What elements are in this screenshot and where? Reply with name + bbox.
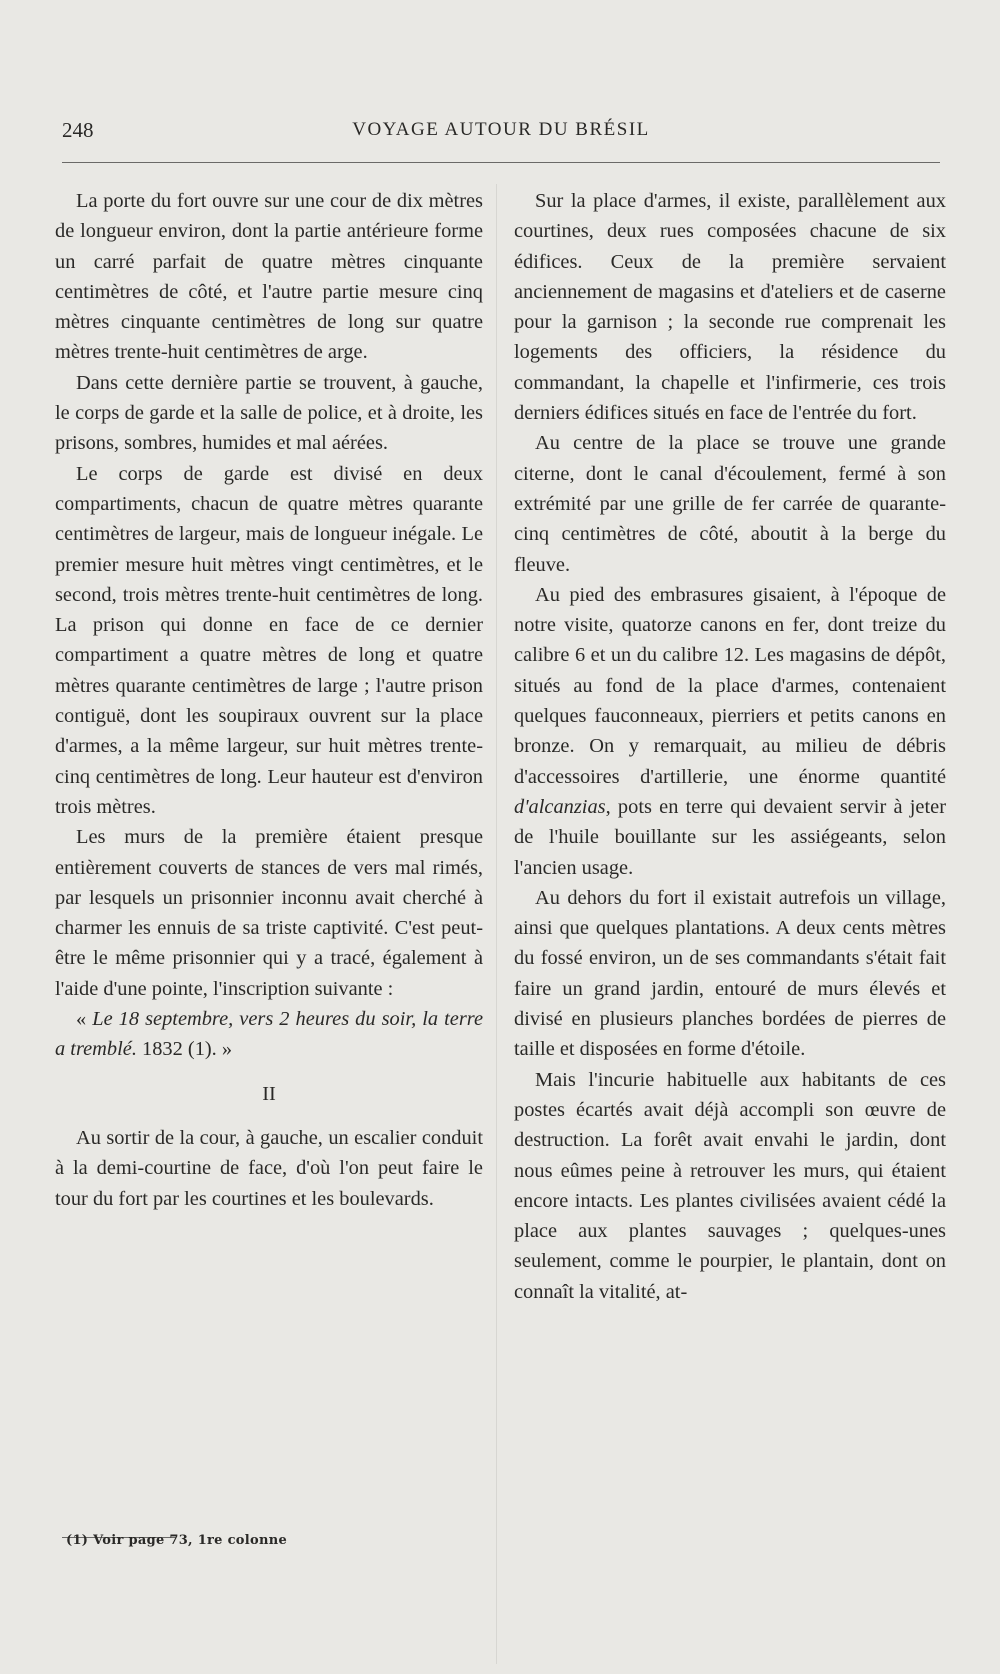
paragraph bbox=[514, 580, 946, 883]
paragraph: Au centre de la place se trouve une grande citerne, dont le canal d'écoulement, fermé à son extrémité par une grille de fer carrée de quarante-cinq centimètres de côté, aboutit à la berge du fleuve. bbox=[514, 432, 946, 576]
inscription-quote bbox=[55, 1004, 483, 1065]
page-header bbox=[62, 118, 940, 148]
quote-tail: 1832 (1). » bbox=[136, 1038, 233, 1061]
section-heading: II bbox=[262, 1082, 276, 1105]
left-column bbox=[55, 186, 483, 1214]
paragraph: Sur la place d'armes, il existe, parallèlement aux courtines, deux rues composées chacune de six édifices. Ceux de la première servaient anciennement de magasins et d'ateliers et de caserne pour la garnison ; la seconde rue comprenait les logements des officiers, la résidence du commandant, la chapelle et l'infirmerie, ces trois derniers édifices situés en face de l'entrée du fort. bbox=[514, 190, 946, 425]
column-gutter bbox=[496, 184, 497, 1664]
footnote: (1) Voir page 73, 1re colonne bbox=[66, 1533, 288, 1548]
quote-open: « bbox=[76, 1008, 93, 1031]
right-column bbox=[514, 186, 946, 1307]
paragraph: Mais l'incurie habituelle aux habitants de ces postes écartés avait déjà accompli son œuvre de destruction. La forêt avait envahi le jardin, dont nous eûmes peine à retrouver les murs, qui étaient encore intacts. Les plantes civilisées avaient cédé la place aux plantes sauvages ; quelques-unes seulement, comme le pourpier, le plantain, dont on connaît la vitalité, at- bbox=[514, 1068, 946, 1303]
paragraph: Dans cette dernière partie se trouvent, à gauche, le corps de garde et la salle de police, et à droite, les prisons, sombres, humides et mal aérées. bbox=[55, 371, 483, 455]
paragraph: Au sortir de la cour, à gauche, un escalier conduit à la demi-courtine de face, d'où l'on peut faire le tour du fort par les courtines et les boulevards. bbox=[55, 1126, 483, 1210]
paragraph-text: , pots en terre qui devaient servir à jeter de l'huile bouillante sur les assiégeants, selon l'ancien usage. bbox=[514, 795, 946, 879]
running-head: VOYAGE AUTOUR DU BRÉSIL bbox=[352, 119, 650, 140]
italic-term: d'alcanzias bbox=[514, 795, 606, 818]
quote-text: Le 18 septembre, vers 2 heures du soir, la terre a tremblé. bbox=[55, 1008, 484, 1061]
paragraph-text: Au pied des embrasures gisaient, à l'époque de notre visite, quatorze canons en fer, dont treize du calibre 6 et un du calibre 12. Les magasins de dépôt, situés au fond de la place d'armes, contenaient quelques fauconneaux, pierriers et petits canons en bronze. On y remarquait, au milieu de débris d'accessoires d'artillerie, une énorme quantité bbox=[514, 583, 946, 788]
paragraph: Le corps de garde est divisé en deux compartiments, chacun de quatre mètres quarante centimètres de largeur, mais de longueur inégale. Le premier mesure huit mètres vingt centimètres, et le second, trois mètres trente-huit centimètres de long. La prison qui donne en face de ce dernier compartiment a quatre mètres de long et quatre mètres quarante centimètres de large ; l'autre prison contiguë, dont les soupiraux ouvrent sur la place d'armes, a la même largeur, sur huit mètres trente-cinq centimètres de long. Leur hauteur est d'environ trois mètres. bbox=[55, 462, 483, 818]
header-rule bbox=[62, 162, 940, 163]
paragraph: Au dehors du fort il existait autrefois un village, ainsi que quelques plantations. A deux cents mètres du fossé environ, un de ses commandants s'était fait faire un grand jardin, entouré de murs élevés et divisé en plusieurs planches bordées de pierres de taille et disposées en forme d'étoile. bbox=[514, 886, 946, 1061]
page-number: 248 bbox=[62, 118, 94, 142]
paragraph: Les murs de la première étaient presque entièrement couverts de stances de vers mal rimés, par lesquels un prisonnier inconnu avait cherché à charmer les ennuis de sa triste captivité. C'est peut-être le même prisonnier qui y a tracé, également à l'aide d'une pointe, l'inscription suivante : bbox=[55, 826, 483, 1000]
paragraph: La porte du fort ouvre sur une cour de dix mètres de longueur environ, dont la partie antérieure forme un carré parfait de quatre mètres cinquante centimètres de côté, et l'autre partie mesure cinq mètres cinquante centimètres de long sur quatre mètres trente-huit centimètres de arge. bbox=[55, 190, 483, 364]
